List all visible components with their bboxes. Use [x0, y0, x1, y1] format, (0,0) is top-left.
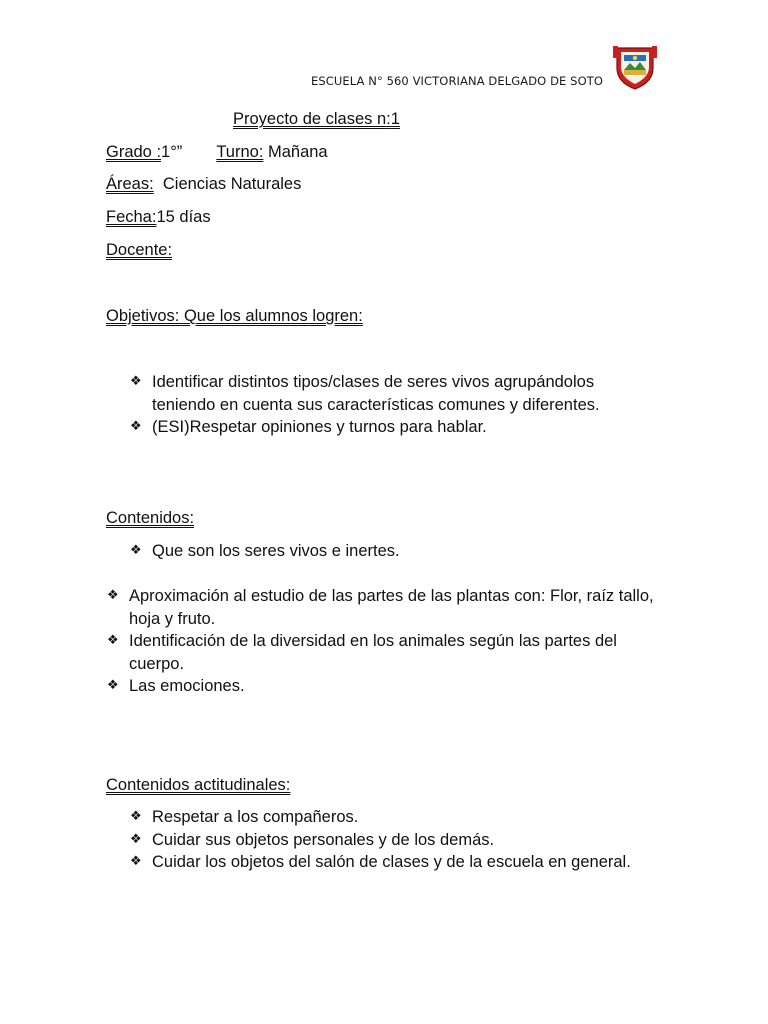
bullet-diamond-icon: ❖: [107, 633, 119, 648]
list-item: [130, 806, 650, 829]
docente-line: [106, 241, 172, 260]
actitudinales-heading: Contenidos actitudinales:: [106, 776, 291, 794]
list-item: [130, 540, 650, 563]
list-item: [130, 829, 650, 852]
bullet-diamond-icon: ❖: [130, 831, 142, 847]
bullet-diamond-icon: ❖: [107, 678, 119, 693]
bullet-diamond-icon: ❖: [130, 809, 142, 824]
contenido-text: Que son los seres vivos e inertes.: [152, 542, 400, 560]
grado-turno-line: [106, 143, 328, 162]
actitudinal-text: Cuidar los objetos del salón de clases y de la escuela en general.: [152, 853, 631, 871]
contenidos-indented-list: [130, 540, 650, 563]
list-item: [107, 630, 667, 675]
contenido-text: Aproximación al estudio de las partes de las plantas con: Flor, raíz tallo, hoja y fruto.: [129, 587, 654, 628]
fecha-line: [106, 208, 211, 227]
title-number: 1: [390, 110, 400, 128]
list-item: [130, 416, 650, 439]
bullet-diamond-icon: ❖: [130, 854, 142, 869]
objetivos-list: [130, 371, 650, 439]
grado-label: Grado :: [106, 143, 162, 161]
bullet-diamond-icon: ❖: [107, 588, 119, 603]
title-text: Proyecto de clases n:: [233, 110, 391, 128]
contenido-text: Las emociones.: [129, 677, 245, 695]
actitudinal-text: Respetar a los compañeros.: [152, 808, 359, 826]
turno-label: Turno:: [216, 143, 264, 161]
school-crest-icon: [613, 44, 657, 90]
list-item: [130, 371, 650, 416]
bullet-diamond-icon: ❖: [130, 374, 142, 389]
grado-value: 1°”: [161, 143, 183, 161]
fecha-value: 15 días: [156, 208, 211, 226]
areas-label: Áreas:: [106, 175, 154, 193]
school-name-header: ESCUELA N° 560 VICTORIANA DELGADO DE SOTO: [311, 74, 603, 88]
docente-label: Docente:: [106, 241, 173, 259]
contenidos-list: [107, 585, 667, 698]
list-item: [130, 851, 650, 874]
bullet-diamond-icon: ❖: [130, 543, 142, 558]
list-item: [107, 585, 667, 630]
areas-line: [106, 175, 301, 194]
page-title: [233, 110, 400, 129]
list-item: [107, 675, 667, 698]
objetivos-heading: Objetivos: Que los alumnos logren:: [106, 307, 363, 325]
areas-value: Ciencias Naturales: [153, 175, 302, 193]
contenido-text: Identificación de la diversidad en los animales según las partes del cuerpo.: [129, 632, 617, 673]
actitudinales-list: [130, 806, 650, 874]
objetivo-text: (ESI)Respetar opiniones y turnos para hablar.: [152, 418, 487, 436]
turno-value: Mañana: [263, 143, 328, 161]
contenidos-heading: Contenidos:: [106, 509, 195, 527]
objetivo-text: Identificar distintos tipos/clases de seres vivos agrupándolos teniendo en cuenta sus características comunes y diferentes.: [152, 373, 600, 414]
bullet-diamond-icon: ❖: [130, 419, 142, 434]
fecha-label: Fecha:: [106, 208, 157, 226]
actitudinal-text: Cuidar sus objetos personales y de los demás.: [152, 830, 495, 849]
